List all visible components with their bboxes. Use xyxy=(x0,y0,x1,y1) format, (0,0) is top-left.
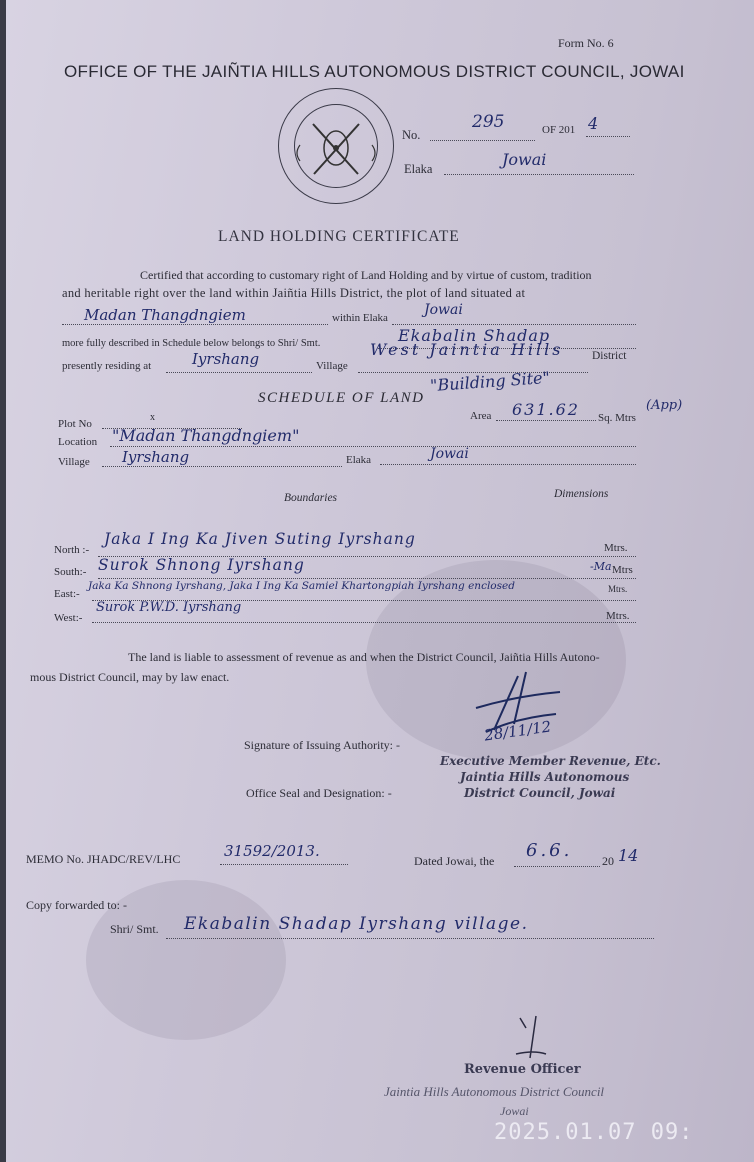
boundary-line xyxy=(92,622,636,623)
residing-value: Iyrshang xyxy=(192,350,260,368)
dimensions-header: Dimensions xyxy=(554,488,609,500)
within-elaka-value: Jowai xyxy=(424,302,463,318)
dated-year-prefix: 20 xyxy=(602,854,614,868)
memo-number: 31592/2013. xyxy=(224,842,320,860)
year-digit: 4 xyxy=(588,114,599,133)
schedule-title: SCHEDULE OF LAND xyxy=(258,390,425,406)
location-value: "Madan Thangdngiem" xyxy=(112,426,300,445)
schedule-elaka-value: Jowai xyxy=(430,446,469,462)
dated-year-suffix: 14 xyxy=(618,846,639,865)
schedule-village-value: Iyrshang xyxy=(122,448,190,466)
copy-shri-label: Shri/ Smt. xyxy=(110,922,159,936)
schedule-elaka-label: Elaka xyxy=(346,454,372,466)
schedule-village-label: Village xyxy=(58,456,90,468)
liability-line-1: The land is liable to assessment of revenue as and when the District Council, Jaiñtia Hills Autono- xyxy=(128,650,600,664)
boundary-value: Jaka Ka Shnong Iyrshang, Jaka I Ing Ka Samiel Khartongpiah Iyrshang enclosed xyxy=(88,580,515,592)
plot-no-label: Plot No xyxy=(58,418,92,430)
certification-line-2: and heritable right over the land within Jaiñtia Hills District, the plot of land situated at xyxy=(62,286,526,300)
designation-stamp-line-2: Jaintia Hills Autonomous xyxy=(460,770,630,784)
village-value: West Jaintia Hills xyxy=(370,340,564,359)
no-label: No. xyxy=(402,128,421,142)
plot-no-value: x xyxy=(150,412,155,423)
dated-label: Dated Jowai, the xyxy=(414,854,495,868)
boundary-label: North :- xyxy=(54,544,90,556)
designation-stamp-line-1: Executive Member Revenue, Etc. xyxy=(440,754,661,768)
location-label: Location xyxy=(58,436,98,448)
boundaries-header: Boundaries xyxy=(284,492,338,504)
elaka-value: Jowai xyxy=(502,150,547,169)
plot-location-value: Madan Thangdngiem xyxy=(84,306,246,324)
within-elaka-line xyxy=(392,324,636,325)
dated-value: 6.6. xyxy=(526,840,573,861)
of-year-label: OF 201 xyxy=(542,124,576,136)
camera-timestamp: 2025.01.07 09: xyxy=(494,1120,694,1145)
signature-date: 28/11/12 xyxy=(483,717,553,745)
office-title: OFFICE OF THE JAIÑTIA HILLS AUTONOMOUS DISTRICT COUNCIL, JOWAI xyxy=(64,62,685,81)
copy-recipient-line xyxy=(166,938,654,939)
council-seal-emblem xyxy=(278,88,396,206)
year-dotted-line xyxy=(586,136,630,137)
owner-name: Ekabalin Shadap xyxy=(398,326,551,345)
boundary-value: Surok P.W.D. Iyrshang xyxy=(96,600,242,615)
area-value: 631.62 xyxy=(512,400,580,419)
boundary-unit: Mtrs xyxy=(612,564,633,576)
more-fully-described: more fully described in Schedule below belongs to Shri/ Smt. xyxy=(62,338,321,349)
dated-line xyxy=(514,866,600,867)
memo-label: MEMO No. JHADC/REV/LHC xyxy=(26,852,181,866)
elaka-dotted-line xyxy=(444,174,634,175)
location-line xyxy=(110,446,636,447)
boundary-value: Jaka I Ing Ka Jiven Suting Iyrshang xyxy=(104,530,416,548)
form-number: Form No. 6 xyxy=(558,36,614,50)
boundary-unit: Mtrs. xyxy=(608,584,628,594)
signature-label: Signature of Issuing Authority: - xyxy=(244,738,400,752)
boundary-unit-note: -Ma xyxy=(590,560,612,573)
boundary-label: East:- xyxy=(54,588,80,600)
revenue-org: Jaintia Hills Autonomous District Council xyxy=(384,1084,605,1099)
liability-line-2: mous District Council, may by law enact. xyxy=(30,670,230,684)
certification-line-1: Certified that according to customary right of Land Holding and by virtue of custom, tradition xyxy=(140,268,592,282)
boundary-line xyxy=(98,578,636,579)
boundary-unit: Mtrs. xyxy=(604,542,628,554)
memo-line xyxy=(220,864,348,865)
revenue-officer-title: Revenue Officer xyxy=(464,1062,581,1077)
copy-forwarded-label: Copy forwarded to: - xyxy=(26,898,127,912)
schedule-village-line xyxy=(102,466,342,467)
schedule-elaka-line xyxy=(380,464,636,465)
no-dotted-line xyxy=(430,140,535,141)
residing-label: presently residing at xyxy=(62,360,152,372)
copy-recipient: Ekabalin Shadap Iyrshang village. xyxy=(184,914,529,934)
revenue-place: Jowai xyxy=(500,1104,529,1118)
area-unit: Sq. Mtrs xyxy=(598,412,636,424)
designation-stamp-line-3: District Council, Jowai xyxy=(464,786,616,800)
schedule-note: "Building Site" xyxy=(429,367,551,396)
within-elaka-label: within Elaka xyxy=(332,312,388,324)
boundary-unit: Mtrs. xyxy=(606,610,630,622)
office-seal-label: Office Seal and Designation: - xyxy=(246,786,392,800)
village-label: Village xyxy=(316,360,348,372)
certificate-page xyxy=(6,0,754,1162)
elaka-label: Elaka xyxy=(404,162,433,176)
district-label: District xyxy=(592,350,627,362)
area-line xyxy=(496,420,596,421)
plot-location-line xyxy=(62,324,328,325)
no-value: 295 xyxy=(472,112,505,132)
area-label: Area xyxy=(470,410,492,422)
boundary-label: West:- xyxy=(54,612,83,624)
area-note: (App) xyxy=(646,398,683,413)
boundary-label: South:- xyxy=(54,566,87,578)
residing-line xyxy=(166,372,312,373)
boundary-value: Surok Shnong Iyrshang xyxy=(98,556,305,574)
revenue-officer-initials xyxy=(506,1010,566,1070)
certificate-title: LAND HOLDING CERTIFICATE xyxy=(218,228,460,245)
